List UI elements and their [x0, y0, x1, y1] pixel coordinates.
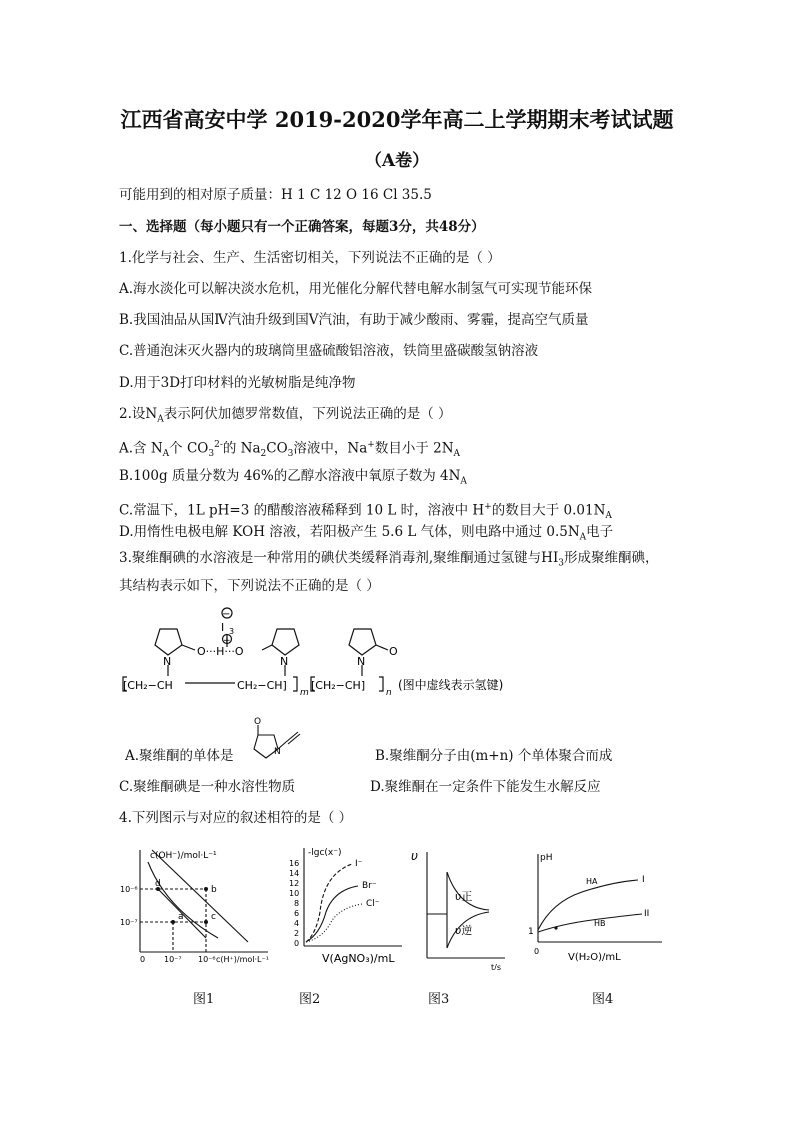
fig2-ytick: 10 — [289, 889, 300, 898]
n-atom-1: N — [163, 655, 172, 668]
page-title: 江西省高安中学 2019-2020学年高二上学期期末考试试题 — [120, 107, 674, 132]
fig4-label-ha: HA — [586, 877, 598, 886]
q3-stem-part: 3.聚维酮碘的水溶液是一种常用的碘伏类缓释消毒剂,聚维酮通过氢键与HI — [119, 550, 559, 566]
chain-segment-1: [CH₂−CH — [123, 679, 173, 692]
fig4-xlabel: V(H₂O)/mL — [568, 952, 621, 963]
fig1-xlabel: c(H⁺)/mol·L⁻¹ — [216, 955, 269, 964]
fig1-ytick: 10⁻⁶ — [120, 885, 138, 894]
q2a-part: 数目小于 2N — [374, 440, 454, 457]
q2c-part: 的数目大于 0.01N — [491, 502, 606, 519]
fig2-ytick: 16 — [289, 859, 300, 868]
q3-stem-line1 — [119, 549, 659, 573]
fig1-label-d: d — [155, 879, 161, 889]
q2a-sub: 3 — [208, 449, 215, 460]
subscript-n: n — [386, 688, 392, 698]
iodine-sub: 3 — [229, 627, 235, 636]
chain-segment-3: [CH₂−CH] — [311, 679, 366, 692]
fig1-ylabel: c(OH⁻)/mol·L⁻¹ — [150, 851, 217, 861]
fig3-label-forward: υ正 — [455, 890, 473, 903]
fig1-curve-upper — [148, 862, 218, 938]
fig4-label-hb: HB — [594, 919, 606, 928]
monomer-nitrogen: N — [274, 747, 281, 757]
fig3-ylabel: υ — [411, 849, 418, 863]
polyvidone-iodine-structure — [115, 603, 535, 703]
fig3-label-reverse: υ逆 — [455, 924, 473, 937]
fig2-curve-cl — [306, 904, 362, 942]
fig2-xlabel: V(AgNO₃)/mL — [322, 952, 395, 965]
fig2-label-br: Br⁻ — [362, 881, 377, 891]
fig2-ytick: 0 — [294, 939, 300, 948]
fig2-ytick: 2 — [294, 929, 300, 938]
n-atom-2: N — [280, 655, 289, 668]
fig1-xtick: 10⁻⁶ — [198, 955, 216, 964]
q2a-part: A.含 N — [119, 440, 163, 457]
q2a-sub: 3 — [287, 449, 294, 460]
fig2-ytick: 14 — [289, 869, 300, 878]
page-subtitle: （A卷） — [364, 151, 430, 171]
fig2-ytick: 12 — [289, 879, 300, 888]
minus-sign: − — [222, 609, 231, 620]
q2a-sub: A — [162, 449, 170, 460]
figure-1-kw-curves — [118, 842, 278, 970]
q2c-part: C.常温下，1L pH=3 的醋酸溶液稀释到 10 L 时，溶液中 H — [119, 502, 485, 519]
q2a-sub: A — [453, 449, 461, 460]
q3-stem-sub: 3 — [558, 558, 565, 569]
fig1-curve-lower — [152, 850, 248, 942]
q2d-sub: A — [579, 532, 587, 543]
caption-fig4: 图4 — [592, 992, 614, 1007]
fig3-xlabel: t/s — [491, 963, 501, 970]
atomic-mass-line: 可能用到的相对原子质量：H 1 C 12 O 16 Cl 35.5 — [119, 187, 432, 203]
q2a-part: 的 Na — [222, 440, 261, 457]
figure-4-ph-dilution — [512, 842, 672, 970]
fig4-curve-ha — [538, 880, 638, 930]
fig2-ytick: 4 — [294, 919, 300, 928]
subscript-m: m — [300, 688, 309, 698]
q2a-sup: 2- — [214, 440, 223, 450]
ring-1 — [155, 629, 182, 655]
fig4-label-ii: II — [644, 909, 650, 919]
fig1-point-b — [204, 887, 208, 891]
q2a-part: CO — [266, 440, 288, 457]
caption-fig3: 图3 — [428, 992, 450, 1007]
fig1-label-a: a — [178, 912, 184, 922]
fig1-label-b: b — [211, 885, 217, 895]
q2a-sub: 2 — [260, 449, 267, 460]
oxygen-atom: O — [389, 645, 398, 658]
fig4-origin: 0 — [534, 947, 540, 956]
q2-stem-sub: A — [157, 414, 164, 425]
q3-option-a: A.聚维酮的单体是 — [125, 748, 234, 764]
q2-stem — [119, 405, 452, 429]
q1-option-b: B.我国油品从国Ⅳ汽油升级到国Ⅴ汽油，有助于减少酸雨、雾霾，提高空气质量 — [119, 312, 589, 328]
caption-fig2: 图2 — [299, 992, 321, 1007]
monomer-oxygen: O — [254, 717, 262, 727]
monomer-structure — [238, 714, 304, 766]
figure-3-rate-time — [405, 842, 515, 970]
fig2-ylabel: -lgc(x⁻) — [308, 848, 342, 858]
plus-sign: + — [223, 636, 231, 646]
q2c-sup: + — [484, 502, 492, 512]
q2b-part: B.100g 质量分数为 46%的乙醇水溶液中氧原子数为 4N — [119, 468, 461, 484]
q4-stem: 4.下列图示与对应的叙述相符的是（ ） — [119, 810, 353, 826]
fig1-xtick: 10⁻⁷ — [164, 955, 182, 964]
fig1-point-a — [171, 920, 175, 924]
fig2-ytick: 6 — [294, 909, 300, 918]
fig2-label-i: I⁻ — [355, 859, 363, 869]
section-heading: 一、选择题（每小题只有一个正确答案，每题3分，共48分） — [119, 219, 485, 235]
iodine-label: I — [221, 621, 225, 634]
q3-option-c: C.聚维酮碘是一种水溶性物质 — [119, 779, 296, 795]
q3-stem-line2: 其结构表示如下，下列说法不正确的是（ ） — [119, 578, 380, 594]
fig1-xtick: 0 — [140, 955, 146, 964]
fig1-ytick: 10⁻⁷ — [120, 918, 138, 927]
q3-option-b: B.聚维酮分子由(m+n) 个单体聚合而成 — [375, 748, 613, 764]
fig2-ytick: 8 — [294, 899, 300, 908]
q2-option-b — [119, 467, 467, 491]
hbond-note: (图中虚线表示氢键) — [398, 678, 504, 692]
fig1-point-c — [204, 920, 208, 924]
figure-2-titration — [282, 842, 412, 970]
fig4-ytick: 1 — [528, 927, 534, 937]
n-atom-3: N — [357, 655, 366, 668]
q3-option-d: D.聚维酮在一定条件下能发生水解反应 — [370, 779, 601, 795]
fig2-curve-i — [306, 864, 352, 942]
q2a-sup: + — [367, 440, 375, 450]
q2a-part: 个 CO — [169, 440, 209, 457]
q1-option-c: C.普通泡沫灭火器内的玻璃筒里盛硫酸铝溶液，铁筒里盛碳酸氢钠溶液 — [119, 343, 539, 359]
ring-3 — [349, 629, 376, 655]
q2-stem-post: 表示阿伏加德罗常数值，下列说法正确的是（ ） — [163, 406, 452, 422]
q2-option-c — [119, 498, 612, 525]
q2-stem-pre: 2.设N — [119, 406, 158, 422]
q2d-part: 电子 — [586, 524, 614, 540]
ring-2 — [272, 629, 299, 655]
q2a-part: 溶液中，Na — [293, 440, 368, 457]
fig4-point — [554, 926, 557, 929]
q1-stem: 1.化学与社会、生产、生活密切相关，下列说法不正确的是（ ） — [119, 250, 501, 266]
q2-option-d — [119, 523, 613, 547]
q2d-part: D.用惰性电极电解 KOH 溶液，若阳极产生 5.6 L 气体，则电路中通过 0.5N — [119, 524, 580, 540]
q1-option-d: D.用于3D打印材料的光敏树脂是纯净物 — [119, 375, 356, 391]
fig4-label-i: I — [642, 875, 645, 885]
chain-segment-2: CH₂−CH] — [237, 679, 287, 692]
fig1-label-c: c — [211, 912, 216, 922]
caption-fig1: 图1 — [193, 992, 215, 1007]
fig2-label-cl: Cl⁻ — [366, 899, 380, 909]
fig4-curve-hb — [538, 914, 642, 932]
q2b-sub: A — [460, 476, 467, 487]
hydrogen-bond-label: O···H···O — [197, 645, 244, 658]
q2-option-a — [119, 436, 460, 463]
q1-option-a: A.海水淡化可以解决淡水危机，用光催化分解代替电解水制氢气可实现节能环保 — [119, 281, 593, 297]
q3-stem-part: 形成聚维酮碘， — [564, 550, 659, 566]
fig4-ylabel: pH — [540, 853, 553, 863]
fig2-curve-br — [306, 886, 358, 942]
q2c-sub: A — [605, 511, 612, 522]
